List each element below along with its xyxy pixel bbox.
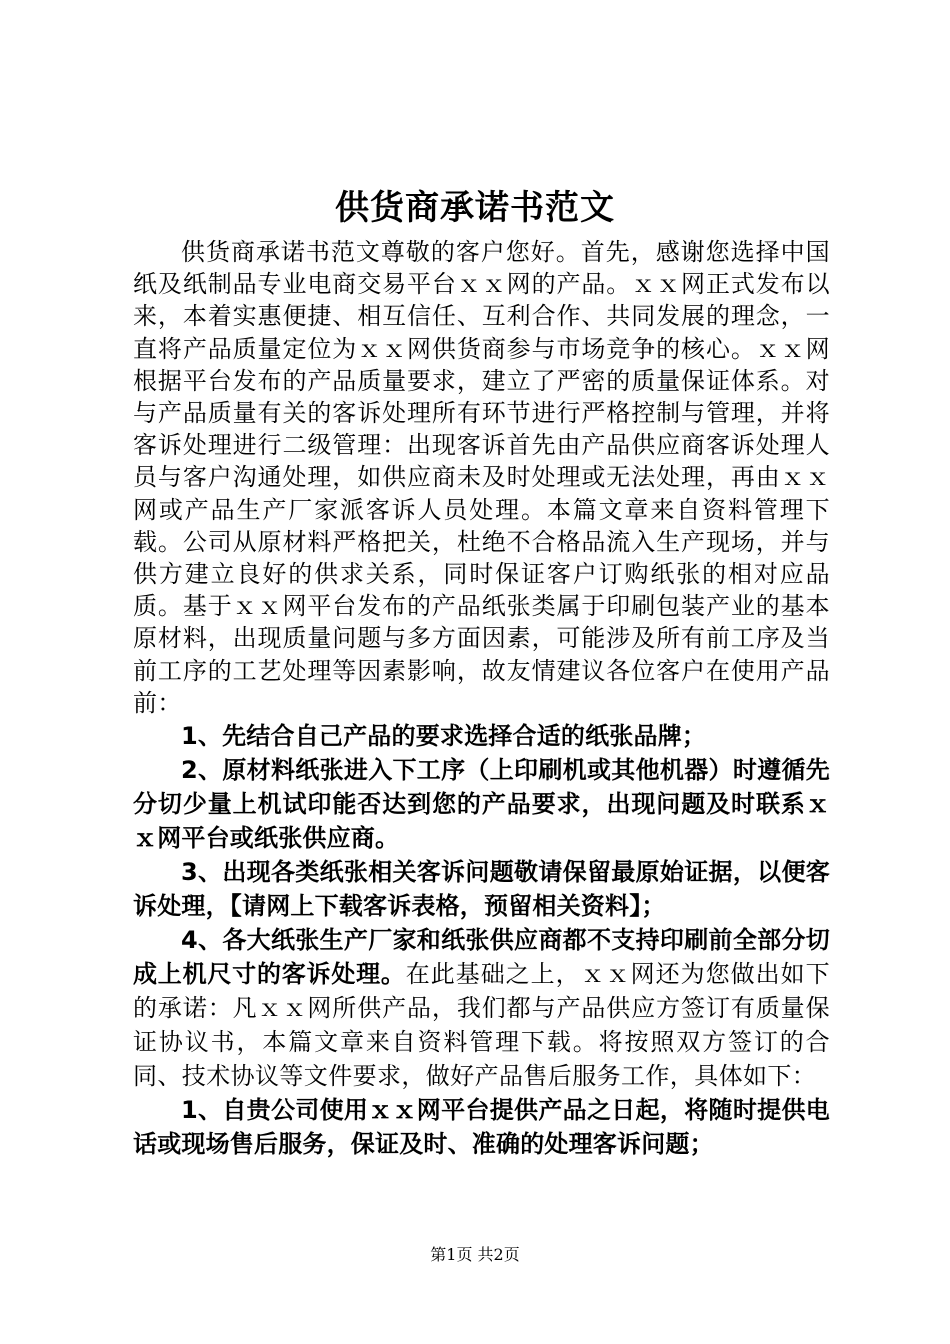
intro-paragraph: 供货商承诺书范文尊敬的客户您好。首先，感谢您选择中国纸及纸制品专业电商交易平台ｘｘ网的产品。ｘｘ网正式发布以来，本着实惠便捷、相互信任、互利合作、共同发展的理念，一直将产品质量定位为ｘｘ网供货商参与市场竞争的核心。ｘｘ网根据平台发布的产品质量要求，建立了严密的质量保证体系。对与产品质量有关的客诉处理所有环节进行严格控制与管理，并将客诉处理进行二级管理：出现客诉首先由产品供应商客诉处理人员与客户沟通处理，如供应商未及时处理或无法处理，再由ｘｘ网或产品生产厂家派客诉人员处理。本篇文章来自资料管理下载。公司从原材料严格把关，杜绝不合格品流入生产现场，并与供方建立良好的供求关系，同时保证客户订购纸张的相对应品质。基于ｘｘ网平台发布的产品纸张类属于印刷包装产业的基本原材料，出现质量问题与多方面因素，可能涉及所有前工序及当前工序的工艺处理等因素影响，故友情建议各位客户在使用产品前： bbox=[133, 238, 830, 717]
promise-item-1: 1、自贵公司使用ｘｘ网平台提供产品之日起，将随时提供电话或现场售后服务，保证及时、准确的处理客诉问题； bbox=[133, 1096, 830, 1159]
promise-intro-text: 在此基础之上，ｘｘ网还为您做出如下的承诺：凡ｘｘ网所供产品，我们都与产品供应方签订有质量保证协议书，本篇文章来自资料管理下载。将按照双方签订的合同、技术协议等文件要求，做好产品售后服务工作，具体如下： bbox=[133, 960, 830, 1091]
advice-item-3: 3、出现各类纸张相关客诉问题敬请保留最原始证据，以便客诉处理，【请网上下载客诉表格，预留相关资料】； bbox=[133, 858, 830, 921]
advice-item-4 bbox=[133, 923, 830, 1093]
advice-item-4-bold: 4、各大纸张生产厂家和纸张供应商都不支持印刷前全部分切成上机尺寸的客诉处理。 bbox=[133, 926, 830, 989]
advice-item-2: 2、原材料纸张进入下工序（上印刷机或其他机器）时遵循先分切少量上机试印能否达到您的产品要求，出现问题及时联系ｘｘ网平台或纸张供应商。 bbox=[133, 756, 830, 853]
document-title: 供货商承诺书范文 bbox=[335, 188, 615, 228]
document-body bbox=[133, 236, 830, 1161]
page-number-footer: 第1页 共2页 bbox=[430, 1245, 520, 1264]
advice-item-1: 1、先结合自己产品的要求选择合适的纸张品牌； bbox=[181, 722, 707, 751]
